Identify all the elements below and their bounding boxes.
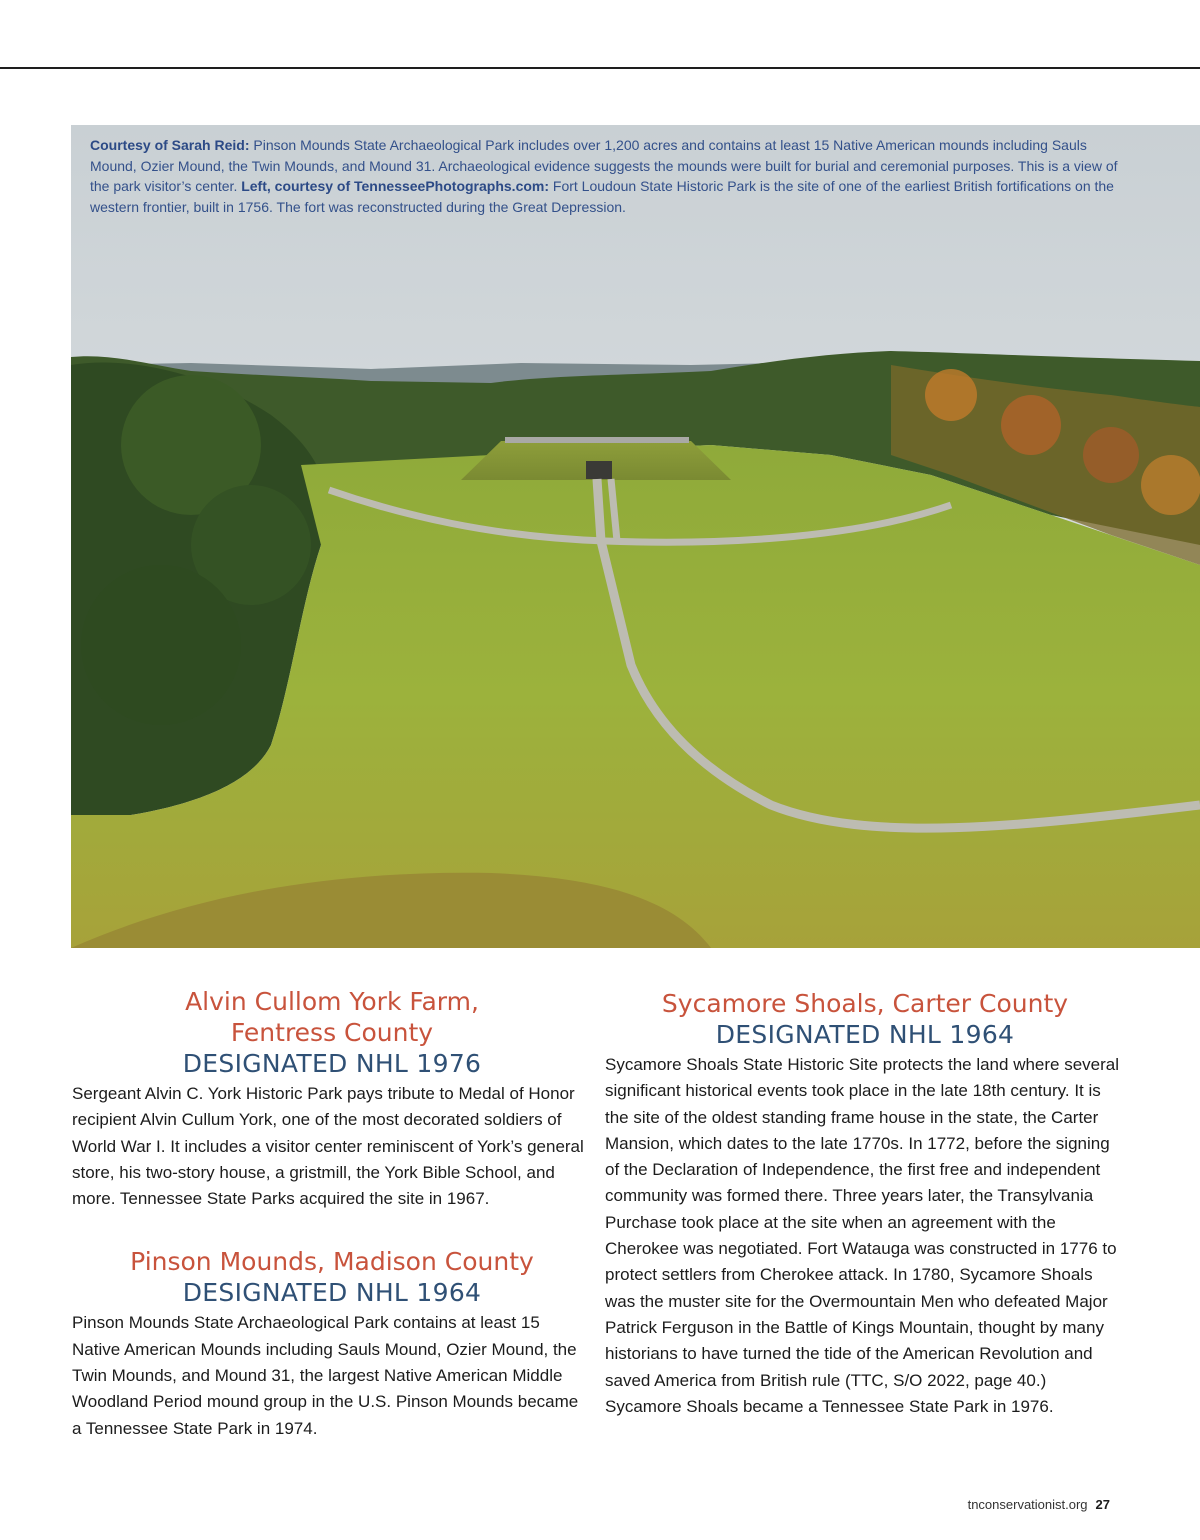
pinson-mounds-body: Pinson Mounds State Archaeological Park contains at least 15 Native American Mounds including Sauls Mound, Ozier Mound, the Twin Mounds, and Mound 31, the largest Native American Middle Woodland Period mound group in the U.S. Pinson Mounds became a Tennessee State Park in 1974. — [72, 1313, 579, 1438]
sycamore-shoals-designation: DESIGNATED NHL 1964 — [715, 1020, 1015, 1049]
photo-caption — [90, 135, 1130, 217]
york-farm-title-line1: Alvin Cullom York Farm, — [185, 987, 479, 1016]
caption-credit-2: Left, courtesy of TennesseePhotographs.com: — [241, 178, 550, 194]
sycamore-shoals-title: Sycamore Shoals, Carter County — [661, 989, 1069, 1018]
york-farm-title-line2: Fentress County — [230, 1018, 434, 1047]
sycamore-shoals-body: Sycamore Shoals State Historic Site protects the land where several significant historical events took place in the late 18th century. It is the site of the oldest standing frame house in the state, the Carter Mansion, which dates to the late 1770s. In 1772, before the signing of the Declaration of Independence, the first free and independent community was formed there. Three years later, the Transylvania Purchase took place at the site when an agreement with the Cherokee was negotiated. Fort Watauga was constructed in 1776 to protect settlers from Cherokee attack. In 1780, Sycamore Shoals was the muster site for the Overmountain Men who defeated Major Patrick Ferguson in the Battle of Kings Mountain, thought by many historians to have turned the tide of the American Revolution and saved America from British rule (TTC, S/O 2022, page 40.) Sycamore Shoals became a Tennessee State Park in 1976. — [605, 1055, 1120, 1416]
pinson-mounds-designation: DESIGNATED NHL 1964 — [182, 1278, 482, 1308]
york-farm-body: Sergeant Alvin C. York Historic Park pays tribute to Medal of Honor recipient Alvin Cullum York, one of the most decorated soldiers of World War I. It includes a visitor center reminiscent of York’s general store, his two-story house, a gristmill, the York Bible School, and more. Tennessee State Parks acquired the site in 1967. — [72, 1084, 584, 1209]
caption-text-2: Fort Loudoun State Historic Park is the site of one of the earliest British fortifications on the western frontier, built in 1756. The fort was reconstructed during the Great Depression. — [90, 178, 1114, 215]
york-farm-designation: DESIGNATED NHL 1976 — [182, 1049, 482, 1078]
footer-site: tnconservationist.org — [967, 1497, 1088, 1512]
page-footer — [968, 1497, 1110, 1512]
page-number: 27 — [1095, 1497, 1110, 1512]
pinson-mounds-title: Pinson Mounds, Madison County — [130, 1247, 534, 1277]
caption-text-1: Pinson Mounds State Archaeological Park includes over 1,200 acres and contains at least 15 Native American mounds including Sauls Mound, Ozier Mound, the Twin Mounds, and Mound 31. Archaeological evidence suggests the mounds were built for burial and ceremonial purposes. This is a view of the park visitor’s center. — [90, 137, 1118, 194]
park-photo — [71, 125, 1200, 948]
caption-credit-1: Courtesy of Sarah Reid: — [90, 137, 250, 153]
left-column — [72, 986, 592, 1442]
top-rule — [0, 67, 1200, 69]
york-farm-title — [72, 986, 592, 1048]
right-column — [605, 988, 1125, 1420]
landscape-illustration — [71, 125, 1200, 948]
